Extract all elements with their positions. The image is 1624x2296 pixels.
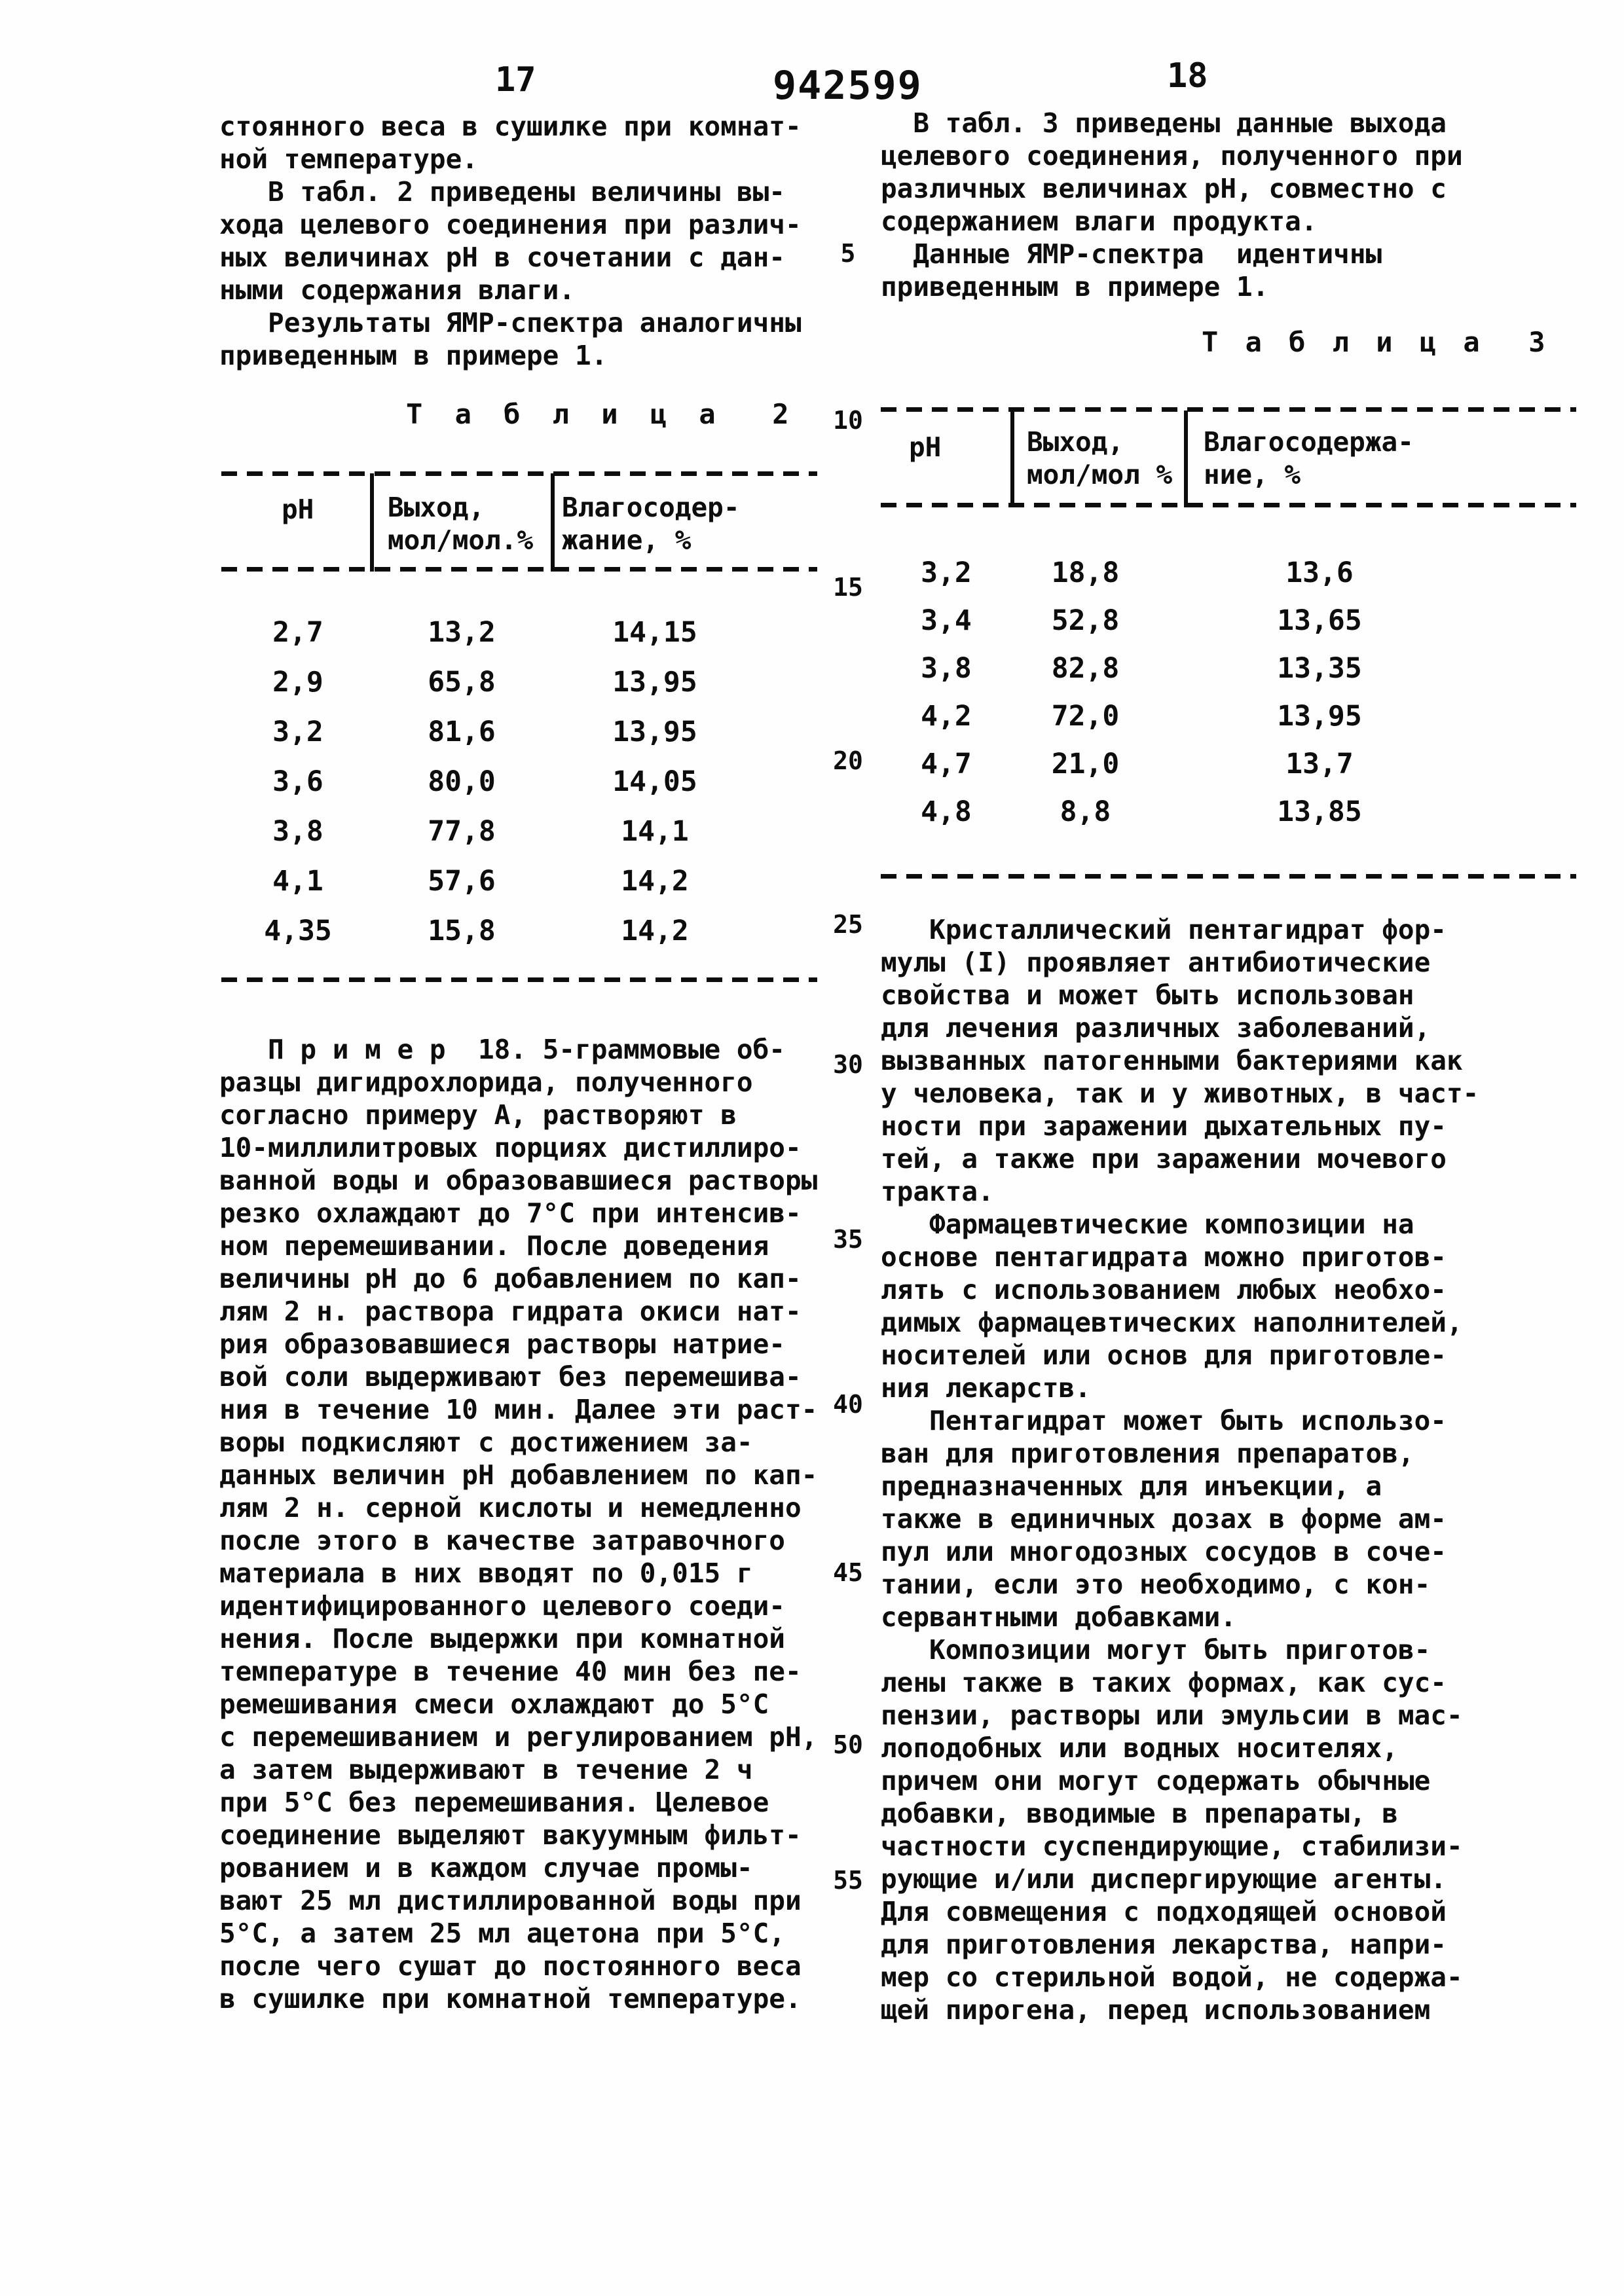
text-line: также в единичных дозах в форме ам- [881, 1503, 1447, 1535]
text-line: пензии, растворы или эмульсии в мас- [881, 1700, 1463, 1731]
text-line: ван для приготовления препаратов, [881, 1438, 1414, 1469]
text-line: лям 2 н. серной кислоты и немедленно [219, 1492, 802, 1523]
table-cell: 4,1 [272, 865, 323, 898]
text-line: мулы (I) проявляет антибиотические [881, 947, 1431, 978]
table-cell: 77,8 [428, 815, 496, 848]
table3-top-dashed-line [881, 407, 1576, 412]
table-cell: 57,6 [428, 865, 496, 898]
text-line: ной температуре. [219, 143, 478, 175]
text-line: различных величинах pH, совместно с [881, 173, 1447, 204]
table-cell: 2,7 [272, 616, 323, 649]
text-line: пул или многодозных сосудов в соче- [881, 1536, 1447, 1567]
table2-title: Т а б л и ц а 2 [406, 398, 797, 430]
page-number-right: 18 [1167, 56, 1208, 96]
table-cell: 14,05 [612, 765, 697, 798]
table-cell: 13,85 [1277, 795, 1362, 828]
text-line: димых фармацевтических наполнителей, [881, 1307, 1463, 1338]
margin-line-number: 35 [833, 1225, 863, 1254]
text-line: тей, а также при заражении мочевого [881, 1143, 1447, 1175]
table2-header-bottom-dashed-line [221, 567, 817, 572]
table-cell: 13,7 [1285, 747, 1354, 780]
table-cell: 3,4 [921, 604, 972, 637]
text-line: ния в течение 10 мин. Далее эти раст- [219, 1394, 818, 1425]
table-cell: 13,95 [612, 716, 697, 748]
text-line: щей пирогена, перед использованием [881, 1994, 1431, 2026]
margin-line-number: 30 [833, 1050, 863, 1079]
text-line: в сушилке при комнатной температуре. [219, 1983, 802, 2014]
page-number-left: 17 [495, 60, 536, 100]
text-line: хода целевого соединения при различ- [219, 209, 802, 240]
text-line: Для совмещения с подходящей основой [881, 1896, 1447, 1927]
text-line: Фармацевтические композиции на [881, 1209, 1414, 1240]
margin-line-number: 10 [833, 406, 863, 435]
table2-header-yield: Выход, мол/мол.% [388, 492, 534, 556]
table2-vertical-divider [551, 473, 555, 572]
table-row [223, 707, 815, 757]
text-line: для приготовления лекарства, напри- [881, 1929, 1447, 1960]
text-line: с перемешиванием и регулированием pH, [219, 1721, 818, 1753]
text-line: величины pH до 6 добавлением по кап- [219, 1263, 802, 1294]
table-cell: 8,8 [1060, 795, 1111, 828]
table-cell: 3,6 [272, 765, 323, 798]
table2-header-moisture: Влагосодер- жание, % [562, 492, 740, 556]
margin-line-number: 50 [833, 1730, 863, 1759]
margin-line-number: 25 [833, 910, 863, 939]
text-line: после этого в качестве затравочного [219, 1525, 785, 1556]
text-line: идентифицированного целевого соеди- [219, 1590, 785, 1622]
text-line: Результаты ЯМР-спектра аналогичны [219, 307, 802, 338]
table-row [223, 757, 815, 807]
table3-title: Т а б л и ц а 3 [1202, 326, 1551, 358]
table3-rows [881, 549, 1581, 835]
text-line: воры подкисляют с достижением за- [219, 1427, 753, 1458]
table2-rows [223, 608, 815, 956]
margin-line-number: 45 [833, 1558, 863, 1587]
text-line: нения. После выдержки при комнатной [219, 1623, 785, 1654]
table-cell: 13,65 [1277, 604, 1362, 637]
table-cell: 14,1 [621, 815, 689, 848]
table-row [223, 807, 815, 856]
table-cell: 14,2 [621, 865, 689, 898]
table-cell: 15,8 [428, 915, 496, 947]
text-line: свойства и может быть использован [881, 979, 1414, 1011]
text-line: носителей или основ для приготовле- [881, 1339, 1447, 1371]
text-line: ном перемешивании. После доведения [219, 1230, 769, 1262]
text-line: ности при заражении дыхательных пу- [881, 1110, 1447, 1142]
table-row [881, 596, 1581, 644]
left-column-example-text [219, 1033, 819, 2015]
text-line: рия образовавшиеся растворы натрие- [219, 1328, 785, 1360]
margin-line-number: 5 [840, 239, 856, 268]
table-row [881, 788, 1581, 835]
text-line: Пентагидрат может быть использо- [881, 1405, 1447, 1436]
text-line: а затем выдерживают в течение 2 ч [219, 1754, 753, 1785]
table-cell: 80,0 [428, 765, 496, 798]
text-line: рующие и/или диспергирующие агенты. [881, 1863, 1447, 1895]
text-line: тании, если это необходимо, с кон- [881, 1569, 1431, 1600]
text-line: содержанием влаги продукта. [881, 206, 1318, 237]
text-line: частности суспендирующие, стабилизи- [881, 1831, 1463, 1862]
margin-line-number: 15 [833, 573, 863, 602]
table-cell: 81,6 [428, 716, 496, 748]
text-line: резко охлаждают до 7°С при интенсив- [219, 1197, 802, 1229]
text-line: лям 2 н. раствора гидрата окиси нат- [219, 1296, 802, 1327]
table-row [223, 657, 815, 707]
table-row [223, 608, 815, 657]
table-cell: 3,2 [921, 556, 972, 589]
left-column-intro-text [219, 110, 819, 372]
table-cell: 2,9 [272, 666, 323, 699]
table3-header-yield: Выход, мол/мол % [1027, 426, 1173, 490]
text-line: добавки, вводимые в препараты, в [881, 1798, 1398, 1829]
text-line: мер со стерильной водой, не содержа- [881, 1961, 1463, 1993]
text-line: при 5°С без перемешивания. Целевое [219, 1787, 769, 1818]
text-line: ных величинах pH в сочетании с дан- [219, 242, 785, 273]
text-line: причем они могут содержать обычные [881, 1765, 1431, 1796]
table3-header-moisture: Влагосодержа- ние, % [1204, 426, 1414, 490]
text-line: вызванных патогенными бактериями как [881, 1045, 1463, 1076]
right-column-body-text [881, 913, 1585, 2026]
table-cell: 13,35 [1277, 651, 1362, 685]
text-line: предназначенных для инъекции, а [881, 1470, 1382, 1502]
table-cell: 13,6 [1285, 556, 1354, 589]
right-column-intro-text [881, 107, 1585, 303]
table2-header-ph: pH [282, 494, 314, 525]
table-cell: 21,0 [1051, 747, 1120, 780]
table-cell: 52,8 [1051, 604, 1120, 637]
table3-vertical-divider [1184, 410, 1188, 507]
text-line: лены также в таких формах, как сус- [881, 1667, 1447, 1698]
table-row [223, 906, 815, 956]
text-line: после чего сушат до постоянного веса [219, 1950, 802, 1982]
text-line: согласно примеру А, растворяют в [219, 1099, 737, 1131]
table-row [881, 740, 1581, 788]
table-cell: 18,8 [1051, 556, 1120, 589]
text-line: 10-миллилитровых порциях дистиллиро- [219, 1132, 802, 1163]
table-cell: 4,35 [264, 915, 332, 947]
table2-bottom-dashed-line [221, 977, 817, 982]
table-cell: 14,15 [612, 616, 697, 649]
text-line: основе пентагидрата можно приготов- [881, 1241, 1447, 1273]
text-line: температуре в течение 40 мин без пе- [219, 1656, 802, 1687]
text-line: вой соли выдерживают без перемешива- [219, 1361, 802, 1393]
table-cell: 13,2 [428, 616, 496, 649]
margin-line-number: 20 [833, 746, 863, 775]
table-cell: 4,2 [921, 699, 972, 733]
table3-header-bottom-dashed-line [881, 503, 1576, 507]
text-line: материала в них вводят по 0,015 г [219, 1558, 753, 1589]
text-line: у человека, так и у животных, в част- [881, 1078, 1479, 1109]
table-cell: 13,95 [612, 666, 697, 699]
table-cell: 4,8 [921, 795, 972, 828]
table-row [223, 856, 815, 906]
text-line: стоянного веса в сушилке при комнат- [219, 111, 802, 142]
text-line: Кристаллический пентагидрат фор- [881, 914, 1447, 945]
text-line: Композиции могут быть приготов- [881, 1634, 1431, 1666]
table3-vertical-divider [1010, 410, 1014, 507]
text-line: В табл. 2 приведены величины вы- [219, 176, 785, 208]
table-cell: 3,8 [272, 815, 323, 848]
text-line: целевого соединения, полученного при [881, 140, 1463, 172]
text-line: 5°С, а затем 25 мл ацетона при 5°С, [219, 1918, 785, 1949]
table-cell: 82,8 [1051, 651, 1120, 685]
text-line: П р и м е р 18. 5-граммовые об- [219, 1034, 785, 1065]
table3-bottom-dashed-line [881, 874, 1576, 879]
patent-number: 942599 [773, 63, 923, 109]
margin-line-number: 40 [833, 1390, 863, 1419]
text-line: ремешивания смеси охлаждают до 5°С [219, 1688, 769, 1720]
text-line: вают 25 мл дистиллированной воды при [219, 1885, 802, 1916]
table-cell: 14,2 [621, 915, 689, 947]
text-line: ния лекарств. [881, 1372, 1091, 1404]
text-line: лоподобных или водных носителях, [881, 1732, 1398, 1764]
text-line: для лечения различных заболеваний, [881, 1012, 1431, 1044]
text-line: В табл. 3 приведены данные выхода [881, 107, 1447, 139]
text-line: Данные ЯМР-спектра идентичны [881, 238, 1382, 270]
text-line: приведенным в примере 1. [881, 271, 1269, 302]
table-cell: 72,0 [1051, 699, 1120, 733]
text-line: ными содержания влаги. [219, 274, 576, 306]
text-line: приведенным в примере 1. [219, 340, 608, 371]
table3-header-ph: pH [909, 431, 942, 463]
table2-vertical-divider [370, 473, 374, 572]
table-cell: 65,8 [428, 666, 496, 699]
text-line: сервантными добавками. [881, 1601, 1237, 1633]
text-line: данных величин pH добавлением по кап- [219, 1459, 818, 1491]
table-cell: 3,2 [272, 716, 323, 748]
text-line: разцы дигидрохлорида, полученного [219, 1066, 753, 1098]
table-row [881, 644, 1581, 692]
table-cell: 4,7 [921, 747, 972, 780]
table-cell: 13,95 [1277, 699, 1362, 733]
text-line: соединение выделяют вакуумным фильт- [219, 1819, 802, 1851]
text-line: тракта. [881, 1176, 994, 1207]
text-line: ванной воды и образовавшиеся растворы [219, 1165, 818, 1196]
margin-line-number: 55 [833, 1866, 863, 1895]
table-row [881, 692, 1581, 740]
text-line: лять с использованием любых необхо- [881, 1274, 1447, 1305]
table-cell: 3,8 [921, 651, 972, 685]
text-line: рованием и в каждом случае промы- [219, 1852, 753, 1884]
table-row [881, 549, 1581, 596]
table2-top-dashed-line [221, 471, 817, 476]
